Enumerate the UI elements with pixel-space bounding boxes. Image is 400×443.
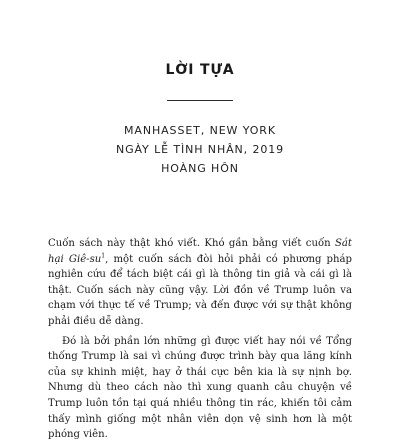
dateline-place: MANHASSET, NEW YORK (124, 124, 276, 137)
footnote-marker[interactable]: 1 (101, 252, 106, 260)
heading-divider (167, 100, 233, 101)
paragraph-1 (48, 236, 352, 330)
paragraph-2: Đó là bởi phần lớn những gì được viết hay nói về Tổng thống Trump là sai vì chúng được trình bày qua lăng kính của sự khinh miệt, hay ở thái cực bên kia là sự nịnh bợ. Nhưng dù theo cách nào thì xung quanh câu chuyện về Trump luôn tồn tại quá nhiều thông tin rác, khiến tôi cảm thấy mình giống một nhân viên dọn vệ sinh hơn là một phóng viên. (48, 335, 352, 441)
preface-heading: LỜI TỰA (165, 62, 235, 78)
book-title-reference: Sát hại Giê-su (48, 238, 352, 265)
paragraph-1-text-a: Cuốn sách này thật khó viết. Khó gần bằng viết cuốn (48, 238, 335, 249)
dateline-time: HOÀNG HÔN (161, 162, 239, 175)
dateline-date: NGÀY LỄ TÌNH NHÂN, 2019 (115, 143, 285, 156)
paragraph-1-text-b: , một cuốn sách đòi hỏi phải có phương pháp nghiên cứu để tách biệt cái gì là thông tin giả và cái gì là thật. Cuốn sách này cũng vậy. Lời đồn về Trump luôn va chạm với thực tế về Trump; và đến được với sự thật không phải điều dễ dàng. (48, 253, 352, 327)
body-text (48, 236, 352, 443)
